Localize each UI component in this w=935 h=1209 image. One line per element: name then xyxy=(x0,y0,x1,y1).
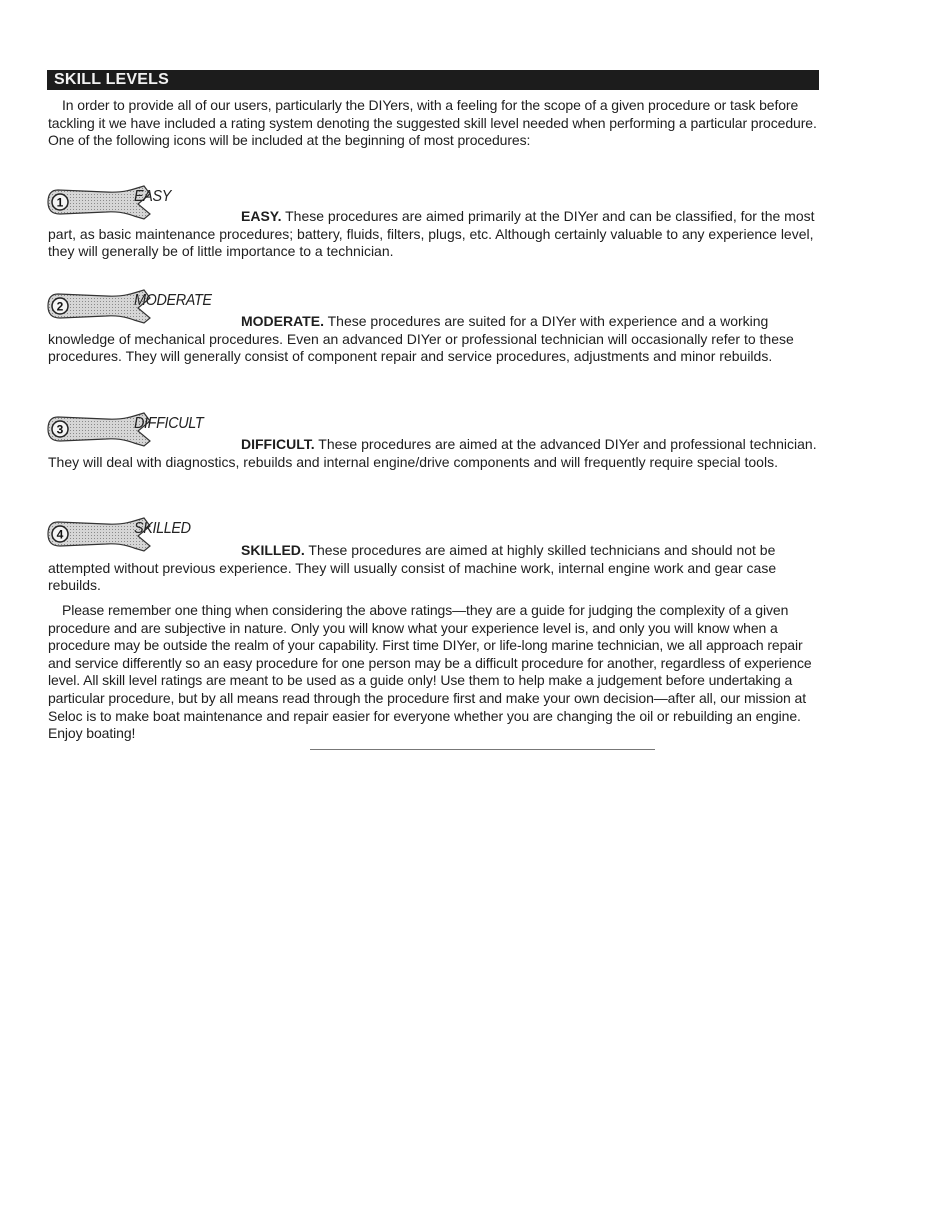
level-description: These procedures are aimed at highly skilled technicians and should not be attempted without previous experience. They will usually consist of machine work, internal engine work and gear case rebuilds. xyxy=(48,542,777,594)
divider-line xyxy=(310,749,655,750)
level-moderate-text xyxy=(48,313,818,366)
level-title: SKILLED. xyxy=(241,542,305,558)
level-title: DIFFICULT. xyxy=(241,436,315,452)
level-easy-text xyxy=(48,208,818,261)
svg-text:1: 1 xyxy=(56,195,64,210)
level-title: MODERATE. xyxy=(241,313,324,329)
level-description: These procedures are suited for a DIYer with experience and a working knowledge of mechanical procedures. Even an advanced DIYer or professional technician will occasionally refer to these procedures. They will generally consist of component repair and service procedures, adjustments and minor rebuilds. xyxy=(48,313,794,365)
section-title: SKILL LEVELS xyxy=(54,71,170,88)
icon-label: SKILLED xyxy=(134,520,191,537)
intro-paragraph: In order to provide all of our users, particularly the DIYers, with a feeling for the scope of a given procedure or task before tackling it we have included a rating system denoting the suggested skill level needed when performing a particular procedure. One of the following icons will be included at the beginning of most procedures: xyxy=(48,97,817,149)
level-title: EASY. xyxy=(241,208,282,224)
svg-text:3: 3 xyxy=(56,422,64,437)
icon-label: DIFFICULT xyxy=(134,415,204,432)
level-skilled-text xyxy=(48,542,818,595)
icon-label: EASY xyxy=(134,188,171,205)
svg-text:2: 2 xyxy=(56,299,64,314)
section-header xyxy=(47,70,819,90)
svg-text:4: 4 xyxy=(56,527,64,542)
level-difficult-text xyxy=(48,436,818,471)
closing-paragraph: Please remember one thing when considering the above ratings—they are a guide for judging the complexity of a given procedure and are subjective in nature. Only you will know what your experience level is, and only you will know when a procedure may be outside the realm of your capability. First time DIYer, or life-long marine technician, we all approach repair and service differently so an easy procedure for one person may be a difficult procedure for another, regardless of experience level. All skill level ratings are meant to be used as a guide only! Use them to help make a judgement before undertaking a particular procedure, but by all means read through the procedure first and make your own decision—after all, our mission at Seloc is to make boat maintenance and repair easier for everyone whether you are changing the oil or rebuilding an engine. Enjoy boating! xyxy=(48,602,812,742)
level-description: These procedures are aimed primarily at the DIYer and can be classified, for the most part, as basic maintenance procedures; battery, fluids, filters, plugs, etc. Although certainly valuable to any experience level, they will generally be of little importance to a technician. xyxy=(48,208,815,260)
icon-label: MODERATE xyxy=(134,292,212,309)
level-description: These procedures are aimed at the advanced DIYer and professional technician. They will deal with diagnostics, rebuilds and internal engine/drive components and will frequently require special tools. xyxy=(48,436,817,470)
